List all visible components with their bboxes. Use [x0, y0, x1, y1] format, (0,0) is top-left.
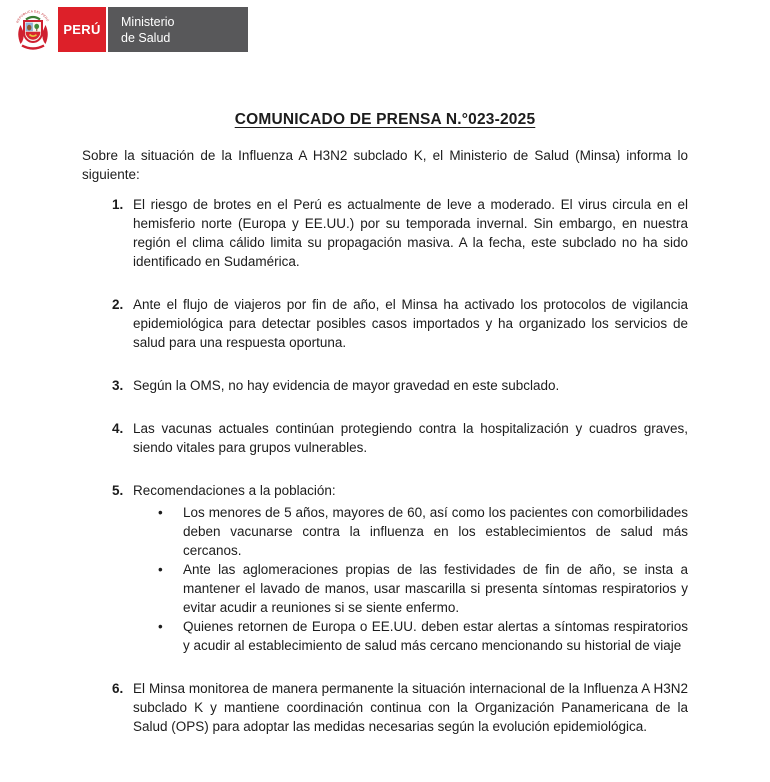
item-content — [133, 679, 688, 736]
ministry-wordmark — [108, 7, 248, 52]
item-text: Recomendaciones a la población: — [133, 483, 336, 498]
item-number: 2. — [112, 297, 124, 312]
item-content — [133, 419, 688, 457]
peru-wordmark — [58, 7, 106, 52]
item-number: 1. — [112, 197, 124, 212]
list-item — [112, 419, 688, 457]
header-banner — [0, 0, 770, 56]
svg-text:REPÚBLICA DEL PERÚ: REPÚBLICA DEL PERÚ — [15, 9, 50, 24]
item-text: El Minsa monitorea de manera permanente la situación internacional de la Influenza A H3N2 subclado K y mantiene coordinación continua con la Organización Panamericana de la Salud (OPS) para adoptar las medidas necesarias según la evolución epidemiológica. — [133, 681, 688, 734]
item-text: Ante el flujo de viajeros por fin de año, el Minsa ha activado los protocolos de vigilancia epidemiológica para detectar posibles casos importados y ha organizado los servicios de salud para una respuesta oportuna. — [133, 297, 688, 350]
numbered-list — [82, 195, 688, 736]
intro-paragraph: Sobre la situación de la Influenza A H3N2 subclado K, el Ministerio de Salud (Minsa) informa lo siguiente: — [82, 148, 688, 182]
bullet-list — [133, 503, 688, 655]
bullet-text: Ante las aglomeraciones propias de las festividades de fin de año, se insta a mantener el lavado de manos, usar mascarilla si presenta síntomas respiratorios y evitar acudir a reuniones si se siente enfermo. — [183, 562, 688, 615]
item-text: Las vacunas actuales continúan protegiendo contra la hospitalización y cuadros graves, siendo vitales para grupos vulnerables. — [133, 421, 688, 455]
list-item — [112, 679, 688, 736]
document-body — [82, 111, 688, 736]
item-text: Según la OMS, no hay evidencia de mayor gravedad en este subclado. — [133, 378, 560, 393]
bullet-item — [133, 503, 688, 560]
item-content — [133, 295, 688, 352]
peru-label: PERÚ — [63, 22, 101, 37]
bullet-icon: • — [158, 505, 163, 520]
bullet-text: Quienes retornen de Europa o EE.UU. deben estar alertas a síntomas respiratorios y acudir al establecimiento de salud más cercano mencionando su historial de viaje — [183, 619, 688, 653]
item-number: 3. — [112, 378, 124, 393]
bullet-icon: • — [158, 619, 163, 634]
item-number: 5. — [112, 483, 124, 498]
document-title: COMUNICADO DE PRENSA N.°023-2025 — [234, 111, 536, 128]
peru-coat-of-arms-icon — [12, 7, 54, 54]
list-item — [112, 295, 688, 352]
item-content — [133, 376, 688, 395]
item-number: 4. — [112, 421, 124, 436]
bullet-icon: • — [158, 562, 163, 577]
ministry-name-line2: de Salud — [121, 30, 171, 45]
list-item — [112, 376, 688, 395]
bullet-item — [133, 560, 688, 617]
list-item — [112, 195, 688, 271]
item-number: 6. — [112, 681, 124, 696]
item-content — [133, 195, 688, 271]
ministry-name-line1: Ministerio — [121, 14, 175, 29]
bullet-item — [133, 617, 688, 655]
bullet-text: Los menores de 5 años, mayores de 60, así como los pacientes con comorbilidades deben vacunarse contra la influenza en los establecimientos de salud más cercanos. — [183, 505, 688, 558]
list-item — [112, 481, 688, 655]
item-content — [133, 481, 688, 655]
item-text: El riesgo de brotes en el Perú es actualmente de leve a moderado. El virus circula en el hemisferio norte (Europa y EE.UU.) por su temporada invernal. Sin embargo, en nuestra región el clima cálido limita su propagación masiva. A la fecha, este subclado no ha sido identificado en Sudamérica. — [133, 197, 688, 269]
